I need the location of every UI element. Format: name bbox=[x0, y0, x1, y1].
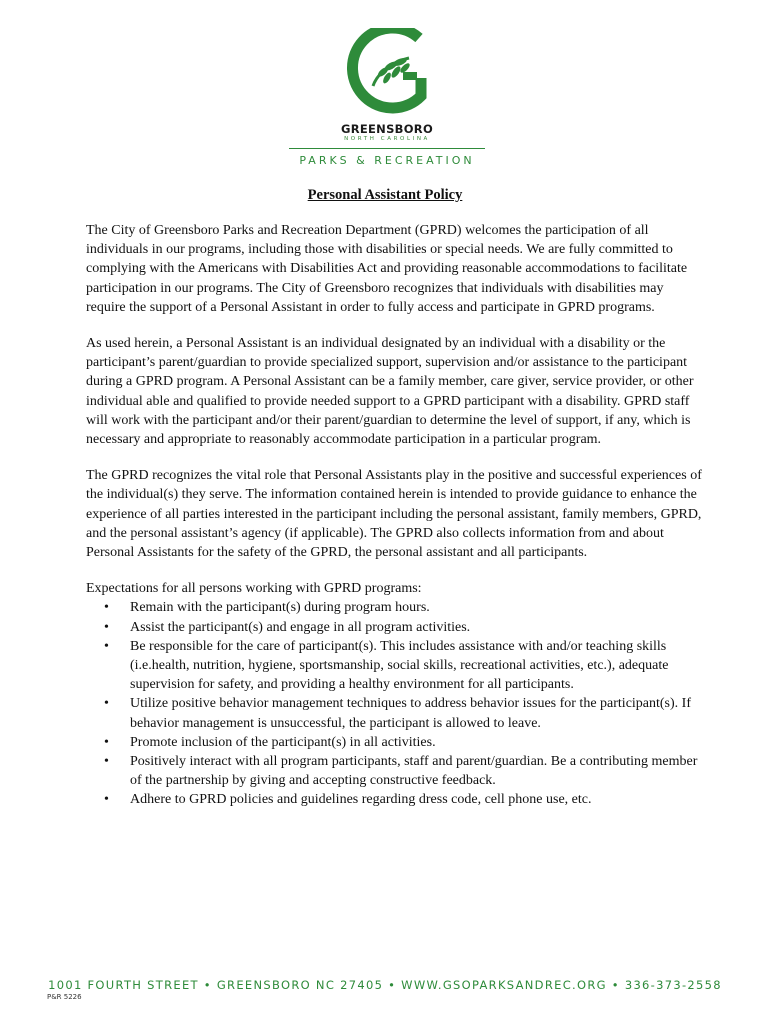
policy-body bbox=[86, 221, 706, 810]
expectations-intro: Expectations for all persons working with GPRD programs: bbox=[86, 581, 422, 597]
list-item: • Adhere to GPRD policies and guidelines regarding dress code, cell phone use, etc. bbox=[130, 790, 706, 809]
list-item: • Promote inclusion of the participant(s) in all activities. bbox=[130, 733, 706, 752]
page-title: Personal Assistant Policy bbox=[307, 187, 463, 203]
list-item: • Utilize positive behavior management techniques to address behavior issues for the participant(s). If behavior management is unsuccessful, the participant is allowed to leave. bbox=[130, 694, 706, 732]
logo-state: NORTH CAROLINA bbox=[344, 136, 430, 142]
list-item: • Assist the participant(s) and engage in all program activities. bbox=[130, 618, 706, 637]
paragraph-definition: As used herein, a Personal Assistant is an individual designated by an individual with a disability or the participant’s parent/guardian to provide specialized support, supervision and/or assistance to the participant during a GPRD program. A Personal Assistant can be a family member, care giver, service provider, or other individual able and qualified to provide needed support to a GPRD participant with a disability. GPRD staff will work with the participant and/or their parent/guardian to determine the level of support, if any, which is necessary and appropriate to reasonably accommodate participation in a particular program. bbox=[86, 336, 694, 448]
leaf-g-logo-icon bbox=[339, 28, 435, 120]
logo-city: GREENSBORO bbox=[340, 122, 434, 136]
list-item: • Remain with the participant(s) during program hours. bbox=[130, 598, 706, 617]
list-item: • Positively interact with all program participants, staff and parent/guardian. Be a contributing member of the partnership by giving and accepting constructive feedback. bbox=[130, 752, 706, 790]
expectations-list bbox=[86, 598, 706, 809]
form-code: P&R 5226 bbox=[47, 993, 82, 1001]
logo-divider bbox=[289, 148, 485, 149]
gprd-logo bbox=[289, 28, 485, 172]
logo-department: PARKS & RECREATION bbox=[299, 154, 475, 167]
paragraph-intro: The City of Greensboro Parks and Recreation Department (GPRD) welcomes the participation of all individuals in our programs, including those with disabilities or special needs. We are fully committed to complying with the Americans with Disabilities Act and providing reasonable accommodations to facilitate participation in our programs. The City of Greensboro recognizes that individuals with disabilities may require the support of a Personal Assistant in order to fully access and participate in GPRD programs. bbox=[86, 223, 688, 315]
paragraph-role: The GPRD recognizes the vital role that Personal Assistants play in the positive and successful experiences of the individual(s) they serve. The information contained herein is intended to provide guidance to enhance the experience of all parties interested in the participant including the personal assistant, family members, GPRD, and the personal assistant’s agency (if applicable). The GPRD also collects information from and about Personal Assistants for the safety of the GPRD, the personal assistant and all participants. bbox=[86, 468, 702, 561]
list-item: • Be responsible for the care of participant(s). This includes assistance with and/or teaching skills (i.e.health, nutrition, hygiene, sportsmanship, social skills, recreational activities, etc.), adequate supervision for safety, and providing a healthy environment for all participants. bbox=[130, 637, 706, 695]
footer-contact: 1001 FOURTH STREET • GREENSBORO NC 27405 • WWW.GSOPARKSANDREC.ORG • 336-373-2558 bbox=[48, 978, 722, 992]
